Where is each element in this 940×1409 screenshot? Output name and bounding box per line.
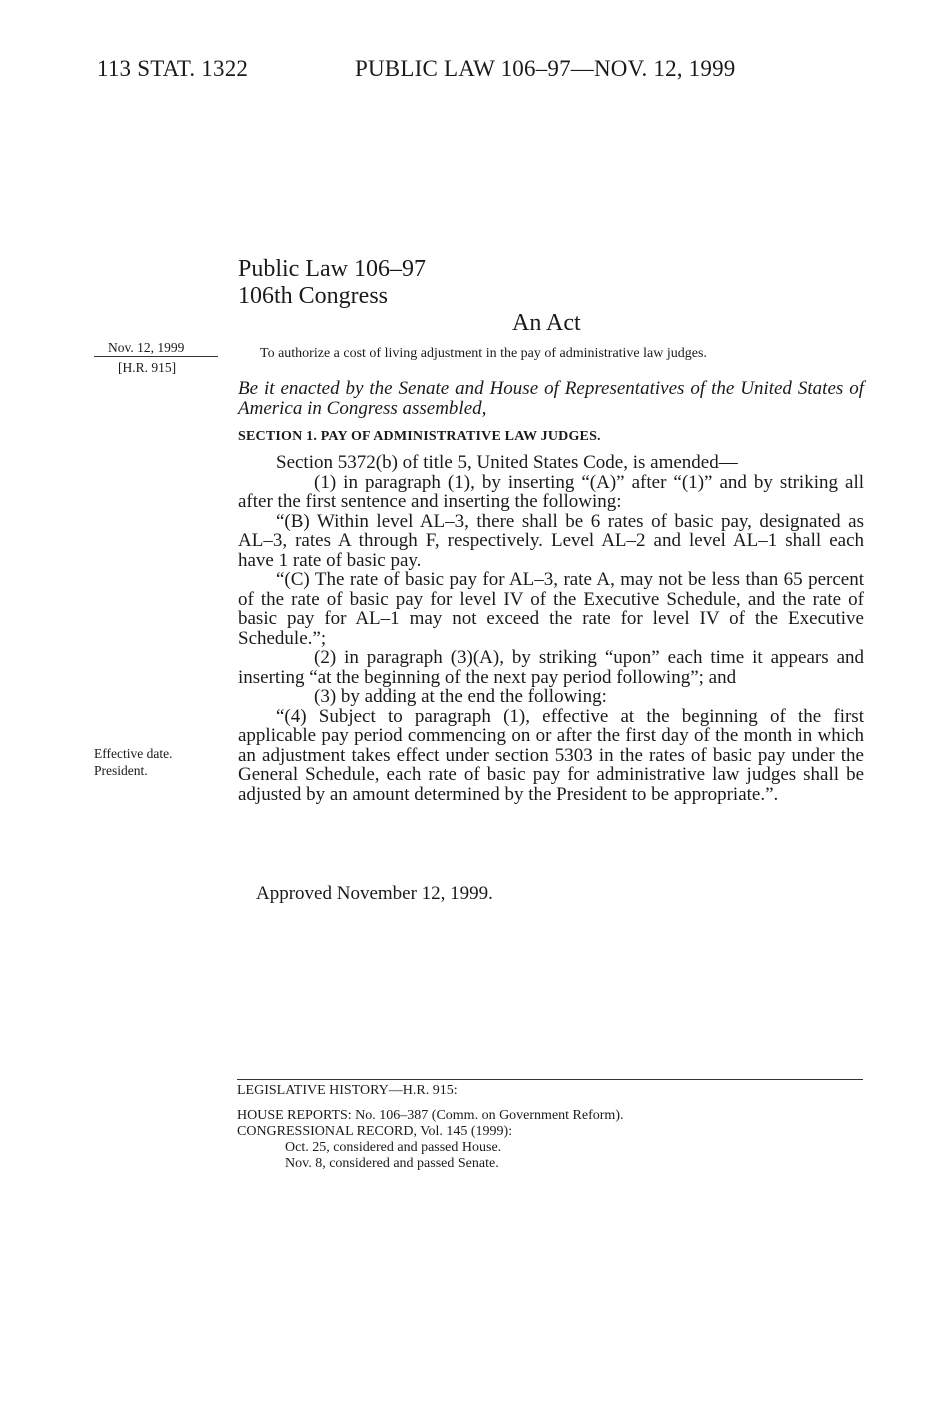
act-title: An Act [512,310,581,336]
margin-note-date: Nov. 12, 1999 [108,340,185,355]
enacting-clause: Be it enacted by the Senate and House of Representatives of the United States of America in Congress assembled, [238,378,864,419]
provisions [238,453,864,804]
footer-divider [237,1079,863,1080]
margin-note-divider [94,356,218,357]
house-reports: HOUSE REPORTS: No. 106–387 (Comm. on Government Reform). [237,1108,624,1123]
history-entry-senate: Nov. 8, considered and passed Senate. [285,1156,499,1171]
section-heading: SECTION 1. PAY OF ADMINISTRATIVE LAW JUDGES. [238,429,601,444]
running-head-stat: 113 STAT. 1322 [97,56,249,81]
congress-label: 106th Congress [238,283,388,309]
provision-item-1: (1) in paragraph (1), by inserting “(A)” after “(1)” and by striking all after the first sentence and inserting the following: [238,471,864,512]
legislative-history-heading: LEGISLATIVE HISTORY—H.R. 915: [237,1083,458,1098]
running-head-law: PUBLIC LAW 106–97—NOV. 12, 1999 [355,56,736,81]
congressional-record: CONGRESSIONAL RECORD, Vol. 145 (1999): [237,1124,513,1139]
approval-date: Approved November 12, 1999. [256,883,493,904]
margin-note-bill: [H.R. 915] [118,360,177,375]
provision-intro: Section 5372(b) of title 5, United States Code, is amended— [276,452,738,473]
margin-note-effective-date: Effective date. [94,746,173,761]
public-law-number: Public Law 106–97 [238,256,426,282]
provision-item-3: (3) by adding at the end the following: [314,686,607,707]
provision-subparagraph-c: “(C) The rate of basic pay for AL–3, rate A, may not be less than 65 percent of the rate of basic pay for level IV of the Executive Schedule, and the rate of basic pay for AL–1 may not exceed the rate for level IV of the Executive Schedule.”; [238,569,864,649]
act-purpose: To authorize a cost of living adjustment in the pay of administrative law judges. [260,346,707,361]
provision-paragraph-4: “(4) Subject to paragraph (1), effective at the beginning of the first applicable pay period commencing on or after the first day of the month in which an adjustment takes effect under section 5303 in the rates of basic pay under the General Schedule, each rate of basic pay for administrative law judges shall be adjusted by an amount determined by the President to be appropriate.”. [238,705,864,805]
provision-subparagraph-b: “(B) Within level AL–3, there shall be 6 rates of basic pay, designated as AL–3, rates A through F, respectively. Level AL–2 and level AL–1 shall each have 1 rate of basic pay. [238,510,864,571]
margin-note-president: President. [94,763,148,778]
history-entry-house: Oct. 25, considered and passed House. [285,1140,502,1155]
provision-item-2: (2) in paragraph (3)(A), by striking “upon” each time it appears and inserting “at the beginning of the next pay period following”; and [238,647,864,688]
